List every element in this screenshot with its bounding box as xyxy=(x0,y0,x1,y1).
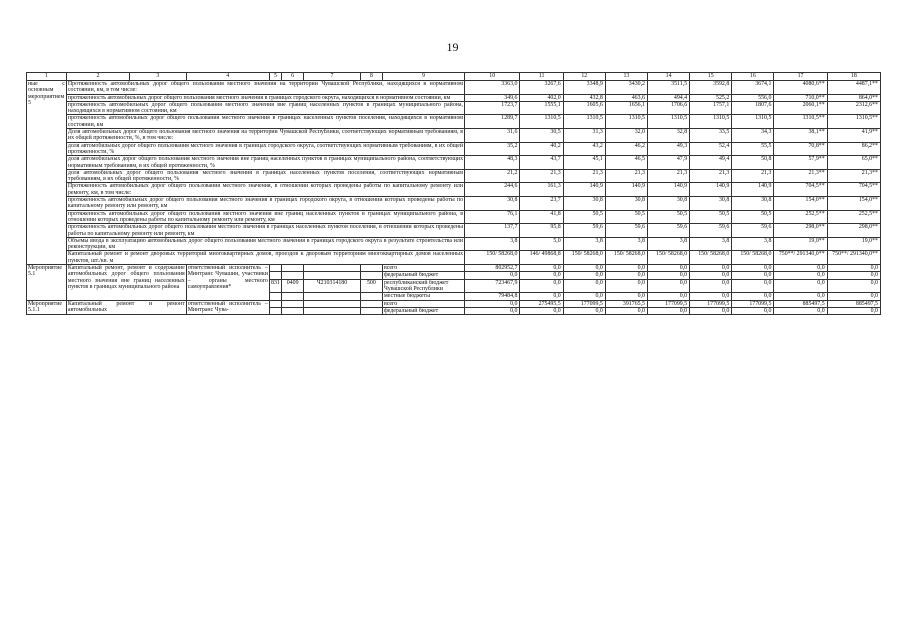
funding-value: 0,0 xyxy=(605,293,647,300)
indicator-value: 137,7 xyxy=(465,224,520,238)
indicator-value: 31,3 xyxy=(563,129,605,143)
indicator-value: 3,8 xyxy=(605,237,647,251)
empty-code-cell xyxy=(269,300,281,307)
funding-value: 0,0 xyxy=(827,279,880,293)
funding-value: 0,0 xyxy=(648,272,690,279)
indicator-value: 3674,1 xyxy=(732,81,774,95)
event-code: Мероприятие 5.1.1 xyxy=(27,300,67,315)
indicator-value: 1310,5 xyxy=(648,115,690,129)
column-number: 12 xyxy=(563,73,605,81)
indicator-value: 1310,5 xyxy=(732,115,774,129)
funding-value: 0,0 xyxy=(605,279,647,293)
funding-value: 885497,5 xyxy=(827,300,880,307)
indicator-value: 49,3 xyxy=(648,142,690,156)
indicator-value: 21,3 xyxy=(732,169,774,183)
funding-value: 802952,7 xyxy=(465,265,520,272)
indicator-value: 244,6 xyxy=(465,183,520,197)
indicator-value: 59,6 xyxy=(648,224,690,238)
indicator-value: 298,0** xyxy=(827,224,880,238)
empty-code-cell xyxy=(360,300,382,307)
funding-value: 0,0 xyxy=(690,293,732,300)
indicator-value: 50,5 xyxy=(690,210,732,224)
indicator-value: 21,3 xyxy=(648,169,690,183)
empty-code-cell xyxy=(282,272,304,279)
indicator-value: 1310,5 xyxy=(520,115,563,129)
funding-source: республиканский бюджет Чувашской Республики xyxy=(382,279,464,293)
indicator-value: 1310,5 xyxy=(563,115,605,129)
indicator-value: 4487,1** xyxy=(827,81,880,95)
column-number: 4 xyxy=(186,73,269,81)
indicator-value: 95,8 xyxy=(520,224,563,238)
indicator-text: протяженность автомобильных дорог общего пользования местного значения вне границ населенных пунктов в границах муниципального района, в отношении которых проведены работы по капитальному ремонту или ремонту, км xyxy=(67,210,464,223)
indicator-value: 146/ 49868,8 xyxy=(520,251,563,265)
indicator-value: 65,0** xyxy=(827,156,880,170)
indicator-value: 30,8 xyxy=(465,197,520,211)
indicator-value: 150/ 58268,0 xyxy=(605,251,647,265)
empty-code-cell xyxy=(269,307,281,314)
indicator-value: 349,6 xyxy=(465,94,520,101)
funding-source: всего xyxy=(382,300,464,307)
funding-source: местные бюджеты xyxy=(382,293,464,300)
indicator-value: 43,2 xyxy=(563,142,605,156)
column-number: 1 xyxy=(27,73,67,81)
empty-code-cell xyxy=(282,300,304,307)
indicator-text: протяженность автомобильных дорог общего пользования местного значения в границах населенных пунктов поселения, в отношении которых проведены работы по капитальному ремонту или ремонту, км xyxy=(67,224,464,237)
indicator-value: 710,0** xyxy=(774,94,827,101)
column-number: 13 xyxy=(605,73,647,81)
indicator-value: 1757,1 xyxy=(690,101,732,115)
indicator-value: 48,3 xyxy=(465,156,520,170)
empty-code-cell xyxy=(304,293,361,300)
indicator-row xyxy=(27,101,881,115)
indicator-value: 41,8 xyxy=(520,210,563,224)
indicator-value: 30,8 xyxy=(563,197,605,211)
indicator-value: 4080,6** xyxy=(774,81,827,95)
indicator-value: 1807,6 xyxy=(732,101,774,115)
empty-code-cell xyxy=(360,307,382,314)
event-executor: ответственный исполнитель – Минтранс Чувашии, участники – органы местного самоуправления* xyxy=(186,265,269,300)
indicator-value: 50,5 xyxy=(648,210,690,224)
funding-value: 0,0 xyxy=(520,307,563,314)
funding-value: 0,0 xyxy=(605,265,647,272)
funding-value: 0,0 xyxy=(520,293,563,300)
indicator-value: 59,6 xyxy=(605,224,647,238)
column-number: 10 xyxy=(465,73,520,81)
event-code: Мероприятие 5.1 xyxy=(27,265,67,300)
indicator-value: 50,5 xyxy=(563,210,605,224)
funding-value: 0,0 xyxy=(465,307,520,314)
indicator-value: 704,5** xyxy=(827,183,880,197)
funding-source: всего xyxy=(382,265,464,272)
column-number: 9 xyxy=(382,73,464,81)
indicator-value: 86,2** xyxy=(827,142,880,156)
indicator-row xyxy=(27,251,881,265)
event-name: Капитальный ремонт и ремонт автомобильных xyxy=(67,300,185,313)
empty-code-cell xyxy=(282,265,304,272)
indicator-value: 1310,5 xyxy=(605,115,647,129)
indicator-value: 34,3 xyxy=(732,129,774,143)
funding-value: 0,0 xyxy=(732,265,774,272)
empty-code-cell xyxy=(269,265,281,272)
indicator-value: 140,9 xyxy=(605,183,647,197)
page-number: 19 xyxy=(446,40,459,54)
indicator-row xyxy=(27,237,881,251)
indicator-value: 43,7 xyxy=(520,156,563,170)
event-row xyxy=(27,300,881,307)
indicator-value: 40,2 xyxy=(520,142,563,156)
budget-code: 0409 xyxy=(282,279,304,293)
related-event-label: ные с основным мероприятием 5 xyxy=(27,81,67,265)
column-number: 11 xyxy=(520,73,563,81)
column-number: 15 xyxy=(690,73,732,81)
indicator-value: 556,0 xyxy=(732,94,774,101)
indicator-value: 30,8 xyxy=(648,197,690,211)
funding-value: 0,0 xyxy=(465,300,520,307)
indicator-row xyxy=(27,115,881,129)
funding-value: 0,0 xyxy=(690,265,732,272)
indicator-text: протяженность автомобильных дорог общего пользования местного значения в границах городского округа, находящихся в нормативном состоянии, км xyxy=(66,94,464,101)
indicator-value: 2312,6** xyxy=(827,101,880,115)
indicator-value: 3363,0 xyxy=(465,81,520,95)
indicator-value: 140,9 xyxy=(690,183,732,197)
funding-value: 0,0 xyxy=(563,265,605,272)
funding-value: 885497,5 xyxy=(774,300,827,307)
indicator-value: 30,8 xyxy=(690,197,732,211)
indicator-value: 140,9 xyxy=(732,183,774,197)
budget-code: 831 xyxy=(269,279,281,293)
funding-value: 0,0 xyxy=(520,279,563,293)
funding-value: 0,0 xyxy=(563,293,605,300)
funding-value: 0,0 xyxy=(827,293,880,300)
indicator-value: 49,4 xyxy=(690,156,732,170)
funding-value: 79484,8 xyxy=(465,293,520,300)
funding-value: 0,0 xyxy=(732,307,774,314)
indicator-value: 30,8 xyxy=(605,197,647,211)
indicator-value: 70,8** xyxy=(774,142,827,156)
indicator-value: 21,3 xyxy=(690,169,732,183)
indicator-value: 1310,5 xyxy=(690,115,732,129)
funding-value: 0,0 xyxy=(605,272,647,279)
indicator-text: доля автомобильных дорог общего пользования местного значения в границах населенных пунктов поселения, соответствующих нормативным требованиям, в их общей протяженности, % xyxy=(67,169,464,183)
funding-value: 0,0 xyxy=(605,307,647,314)
indicator-value: 21,3 xyxy=(563,169,605,183)
indicator-value: 38,1** xyxy=(774,129,827,143)
indicator-value: 150/ 58268,0 xyxy=(648,251,690,265)
empty-code-cell xyxy=(282,307,304,314)
indicator-value: 21,3 xyxy=(605,169,647,183)
indicator-value: 3,8 xyxy=(563,237,605,251)
indicator-value: 154,0** xyxy=(827,197,880,211)
indicator-value: 1289,7 xyxy=(465,115,520,129)
indicator-text: Доля автомобильных дорог общего пользования местного значения на территории Чувашской Республики, соответствующих нормативным требованиям, в их общей протяженности, %, в том числе: xyxy=(67,129,464,142)
column-number: 14 xyxy=(648,73,690,81)
funding-value: 0,0 xyxy=(774,272,827,279)
indicator-row xyxy=(27,169,881,183)
indicator-value: 161,3 xyxy=(520,183,563,197)
indicator-row xyxy=(27,224,881,238)
column-number: 3 xyxy=(130,73,187,81)
indicator-value: 21,3** xyxy=(827,169,880,183)
funding-value: 0,0 xyxy=(774,265,827,272)
funding-value: 0,0 xyxy=(648,307,690,314)
empty-code-cell xyxy=(269,293,281,300)
funding-value: 0,0 xyxy=(774,293,827,300)
empty-code-cell xyxy=(360,293,382,300)
event-executor: ответственный исполнитель – Минтранс Чува- xyxy=(187,300,268,313)
indicator-value: 21,2 xyxy=(465,169,520,183)
column-number: 17 xyxy=(774,73,827,81)
indicator-value: 1723,7 xyxy=(465,101,520,115)
indicator-value: 525,2 xyxy=(690,94,732,101)
indicator-value: 21,3 xyxy=(520,169,563,183)
funding-source: федеральный бюджет xyxy=(382,307,464,314)
indicator-value: 1310,5** xyxy=(827,115,880,129)
indicator-value: 2060,1** xyxy=(774,101,827,115)
indicator-text: протяженность автомобильных дорог общего пользования местного значения вне границ населенных пунктов в границах муниципального района, находящихся в нормативном состоянии, км xyxy=(67,101,464,115)
indicator-value: 41,9** xyxy=(827,129,880,143)
indicator-value: 1310,5** xyxy=(774,115,827,129)
indicator-value: 30,8 xyxy=(732,197,774,211)
indicator-value: 750**/ 291340,0** xyxy=(827,251,880,265)
indicator-value: 432,8 xyxy=(563,94,605,101)
indicator-value: 154,0** xyxy=(774,197,827,211)
indicator-value: 252,5** xyxy=(827,210,880,224)
indicator-value: 30,5 xyxy=(520,129,563,143)
indicator-value: 750**/ 291340,0** xyxy=(774,251,827,265)
indicator-value: 3,8 xyxy=(648,237,690,251)
column-number: 6 xyxy=(282,73,304,81)
empty-code-cell xyxy=(269,272,281,279)
indicator-value: 3348,9 xyxy=(563,81,605,95)
indicator-row xyxy=(27,156,881,170)
funding-value: 0,0 xyxy=(465,272,520,279)
indicator-value: 19,0** xyxy=(774,237,827,251)
indicator-row xyxy=(27,94,881,101)
indicator-row xyxy=(27,197,881,211)
indicator-row xyxy=(27,81,881,95)
indicator-value: 150/ 58268,0 xyxy=(465,251,520,265)
indicator-value: 5,0 xyxy=(520,237,563,251)
indicator-value: 50,5 xyxy=(732,210,774,224)
indicator-value: 1605,6 xyxy=(563,101,605,115)
indicator-value: 59,6 xyxy=(732,224,774,238)
empty-code-cell xyxy=(360,272,382,279)
indicator-value: 704,5** xyxy=(774,183,827,197)
funding-value: 0,0 xyxy=(520,265,563,272)
funding-value: 0,0 xyxy=(648,279,690,293)
indicator-value: 3,8 xyxy=(690,237,732,251)
indicator-value: 402,0 xyxy=(520,94,563,101)
funding-value: 0,0 xyxy=(648,293,690,300)
indicator-value: 35,2 xyxy=(465,142,520,156)
indicator-value: 55,5 xyxy=(732,142,774,156)
funding-value: 0,0 xyxy=(827,265,880,272)
funding-value: 0,0 xyxy=(690,279,732,293)
funding-value: 0,0 xyxy=(732,279,774,293)
indicator-value: 463,6 xyxy=(605,94,647,101)
budget-code: Ч210314180 xyxy=(304,279,361,293)
funding-value: 0,0 xyxy=(732,272,774,279)
indicator-value: 23,7 xyxy=(520,197,563,211)
indicator-text: Капитальный ремонт и ремонт дворовых территорий многоквартирных домов, проездов к дворовым территориям многоквартирных домов населенных пунктов, шт./кв. м xyxy=(67,251,464,264)
funding-value: 723467,9 xyxy=(465,279,520,293)
budget-code: 500 xyxy=(360,279,382,293)
funding-value: 0,0 xyxy=(827,307,880,314)
empty-code-cell xyxy=(282,293,304,300)
indicator-text: Протяженность автомобильных дорог общего пользования местного значения на территории Чувашской Республики, находящихся в нормативном состоянии, км, в том числе: xyxy=(67,81,464,94)
indicator-value: 1656,1 xyxy=(605,101,647,115)
indicator-row xyxy=(27,142,881,156)
funding-value: 0,0 xyxy=(563,272,605,279)
funding-value: 0,0 xyxy=(520,272,563,279)
indicator-value: 76,1 xyxy=(465,210,520,224)
indicator-row xyxy=(27,129,881,143)
indicator-value: 140,9 xyxy=(648,183,690,197)
indicator-value: 57,9** xyxy=(774,156,827,170)
empty-code-cell xyxy=(304,265,361,272)
funding-value: 0,0 xyxy=(648,265,690,272)
header-row xyxy=(27,73,881,81)
funding-value: 0,0 xyxy=(690,307,732,314)
empty-code-cell xyxy=(304,272,361,279)
indicator-value: 59,6 xyxy=(563,224,605,238)
indicator-value: 150/ 58268,0 xyxy=(732,251,774,265)
indicator-value: 1555,1 xyxy=(520,101,563,115)
indicator-value: 21,3** xyxy=(774,169,827,183)
indicator-value: 52,4 xyxy=(690,142,732,156)
indicator-value: 32,0 xyxy=(605,129,647,143)
empty-code-cell xyxy=(304,307,361,314)
funding-value: 391765,5 xyxy=(605,300,647,307)
funding-value: 177099,5 xyxy=(690,300,732,307)
indicator-value: 3,8 xyxy=(732,237,774,251)
funding-value: 0,0 xyxy=(563,279,605,293)
indicator-value: 50,5 xyxy=(605,210,647,224)
indicator-value: 50,8 xyxy=(732,156,774,170)
indicator-value: 150/ 58268,0 xyxy=(690,251,732,265)
indicator-value: 46,2 xyxy=(605,142,647,156)
program-table xyxy=(26,72,881,315)
column-number: 2 xyxy=(66,73,129,81)
indicator-value: 494,4 xyxy=(648,94,690,101)
table-body xyxy=(27,73,881,315)
indicator-text: Объемы ввода в эксплуатацию автомобильных дорог общего пользования местного значения в границах городского округа в результате строительства или реконструкции, км xyxy=(67,237,464,251)
event-row xyxy=(27,265,881,272)
indicator-value: 47,9 xyxy=(648,156,690,170)
empty-code-cell xyxy=(304,300,361,307)
funding-source: федеральный бюджет xyxy=(382,272,464,279)
indicator-row xyxy=(27,183,881,197)
indicator-value: 298,0** xyxy=(774,224,827,238)
indicator-value: 1706,6 xyxy=(648,101,690,115)
empty-code-cell xyxy=(360,265,382,272)
indicator-value: 864,0** xyxy=(827,94,880,101)
funding-value: 0,0 xyxy=(690,272,732,279)
funding-value: 0,0 xyxy=(774,307,827,314)
event-name: Капитальный ремонт, ремонт и содержание автомобильных дорог общего пользования местного значения вне границ населенных пунктов в границах муниципального района xyxy=(66,265,186,300)
funding-value: 0,0 xyxy=(827,272,880,279)
indicator-value: 3511,5 xyxy=(648,81,690,95)
indicator-value: 45,1 xyxy=(563,156,605,170)
indicator-value: 33,5 xyxy=(690,129,732,143)
indicator-value: 3592,8 xyxy=(690,81,732,95)
funding-value: 0,0 xyxy=(774,279,827,293)
indicator-value: 140,9 xyxy=(563,183,605,197)
indicator-value: 46,5 xyxy=(605,156,647,170)
column-number: 18 xyxy=(827,73,880,81)
indicator-value: 3267,6 xyxy=(520,81,563,95)
funding-value: 0,0 xyxy=(563,307,605,314)
funding-value: 275495,5 xyxy=(520,300,563,307)
funding-value: 177099,5 xyxy=(648,300,690,307)
column-number: 5 xyxy=(269,73,281,81)
indicator-value: 59,6 xyxy=(690,224,732,238)
indicator-value: 3430,2 xyxy=(605,81,647,95)
indicator-value: 3,8 xyxy=(465,237,520,251)
column-number: 8 xyxy=(360,73,382,81)
indicator-text: доля автомобильных дорог общего пользования местного значения вне границ населенных пунктов в границах муниципального района, соответствующих нормативным требованиям, в их общей протяженности, % xyxy=(67,156,464,169)
funding-value: 0,0 xyxy=(732,293,774,300)
column-number: 7 xyxy=(304,73,361,81)
indicator-text: доля автомобильных дорог общего пользования местного значения в границах городского округа, соответствующих нормативным требованиям, в их общей протяженности, % xyxy=(67,142,464,155)
indicator-text: протяженность автомобильных дорог общего пользования местного значения в границах населенных пунктов поселения, находящихся в нормативном состоянии, км xyxy=(67,115,464,128)
funding-value: 177099,5 xyxy=(732,300,774,307)
column-number: 16 xyxy=(732,73,774,81)
indicator-value: 19,0** xyxy=(827,237,880,251)
indicator-value: 31,6 xyxy=(465,129,520,143)
indicator-text: Протяженность автомобильных дорог общего пользования местного значения, в отношении которых проведены работы по капитальному ремонту или ремонту, км, в том числе: xyxy=(67,183,464,196)
indicator-value: 150/ 58268,0 xyxy=(563,251,605,265)
funding-value: 177099,5 xyxy=(563,300,605,307)
indicator-value: 252,5** xyxy=(774,210,827,224)
indicator-row xyxy=(27,210,881,224)
indicator-text: протяженность автомобильных дорог общего пользования местного значения в границах городского округа, в отношении которых проведены работы по капитальному ремонту или ремонту, км xyxy=(67,197,464,210)
indicator-value: 32,8 xyxy=(648,129,690,143)
